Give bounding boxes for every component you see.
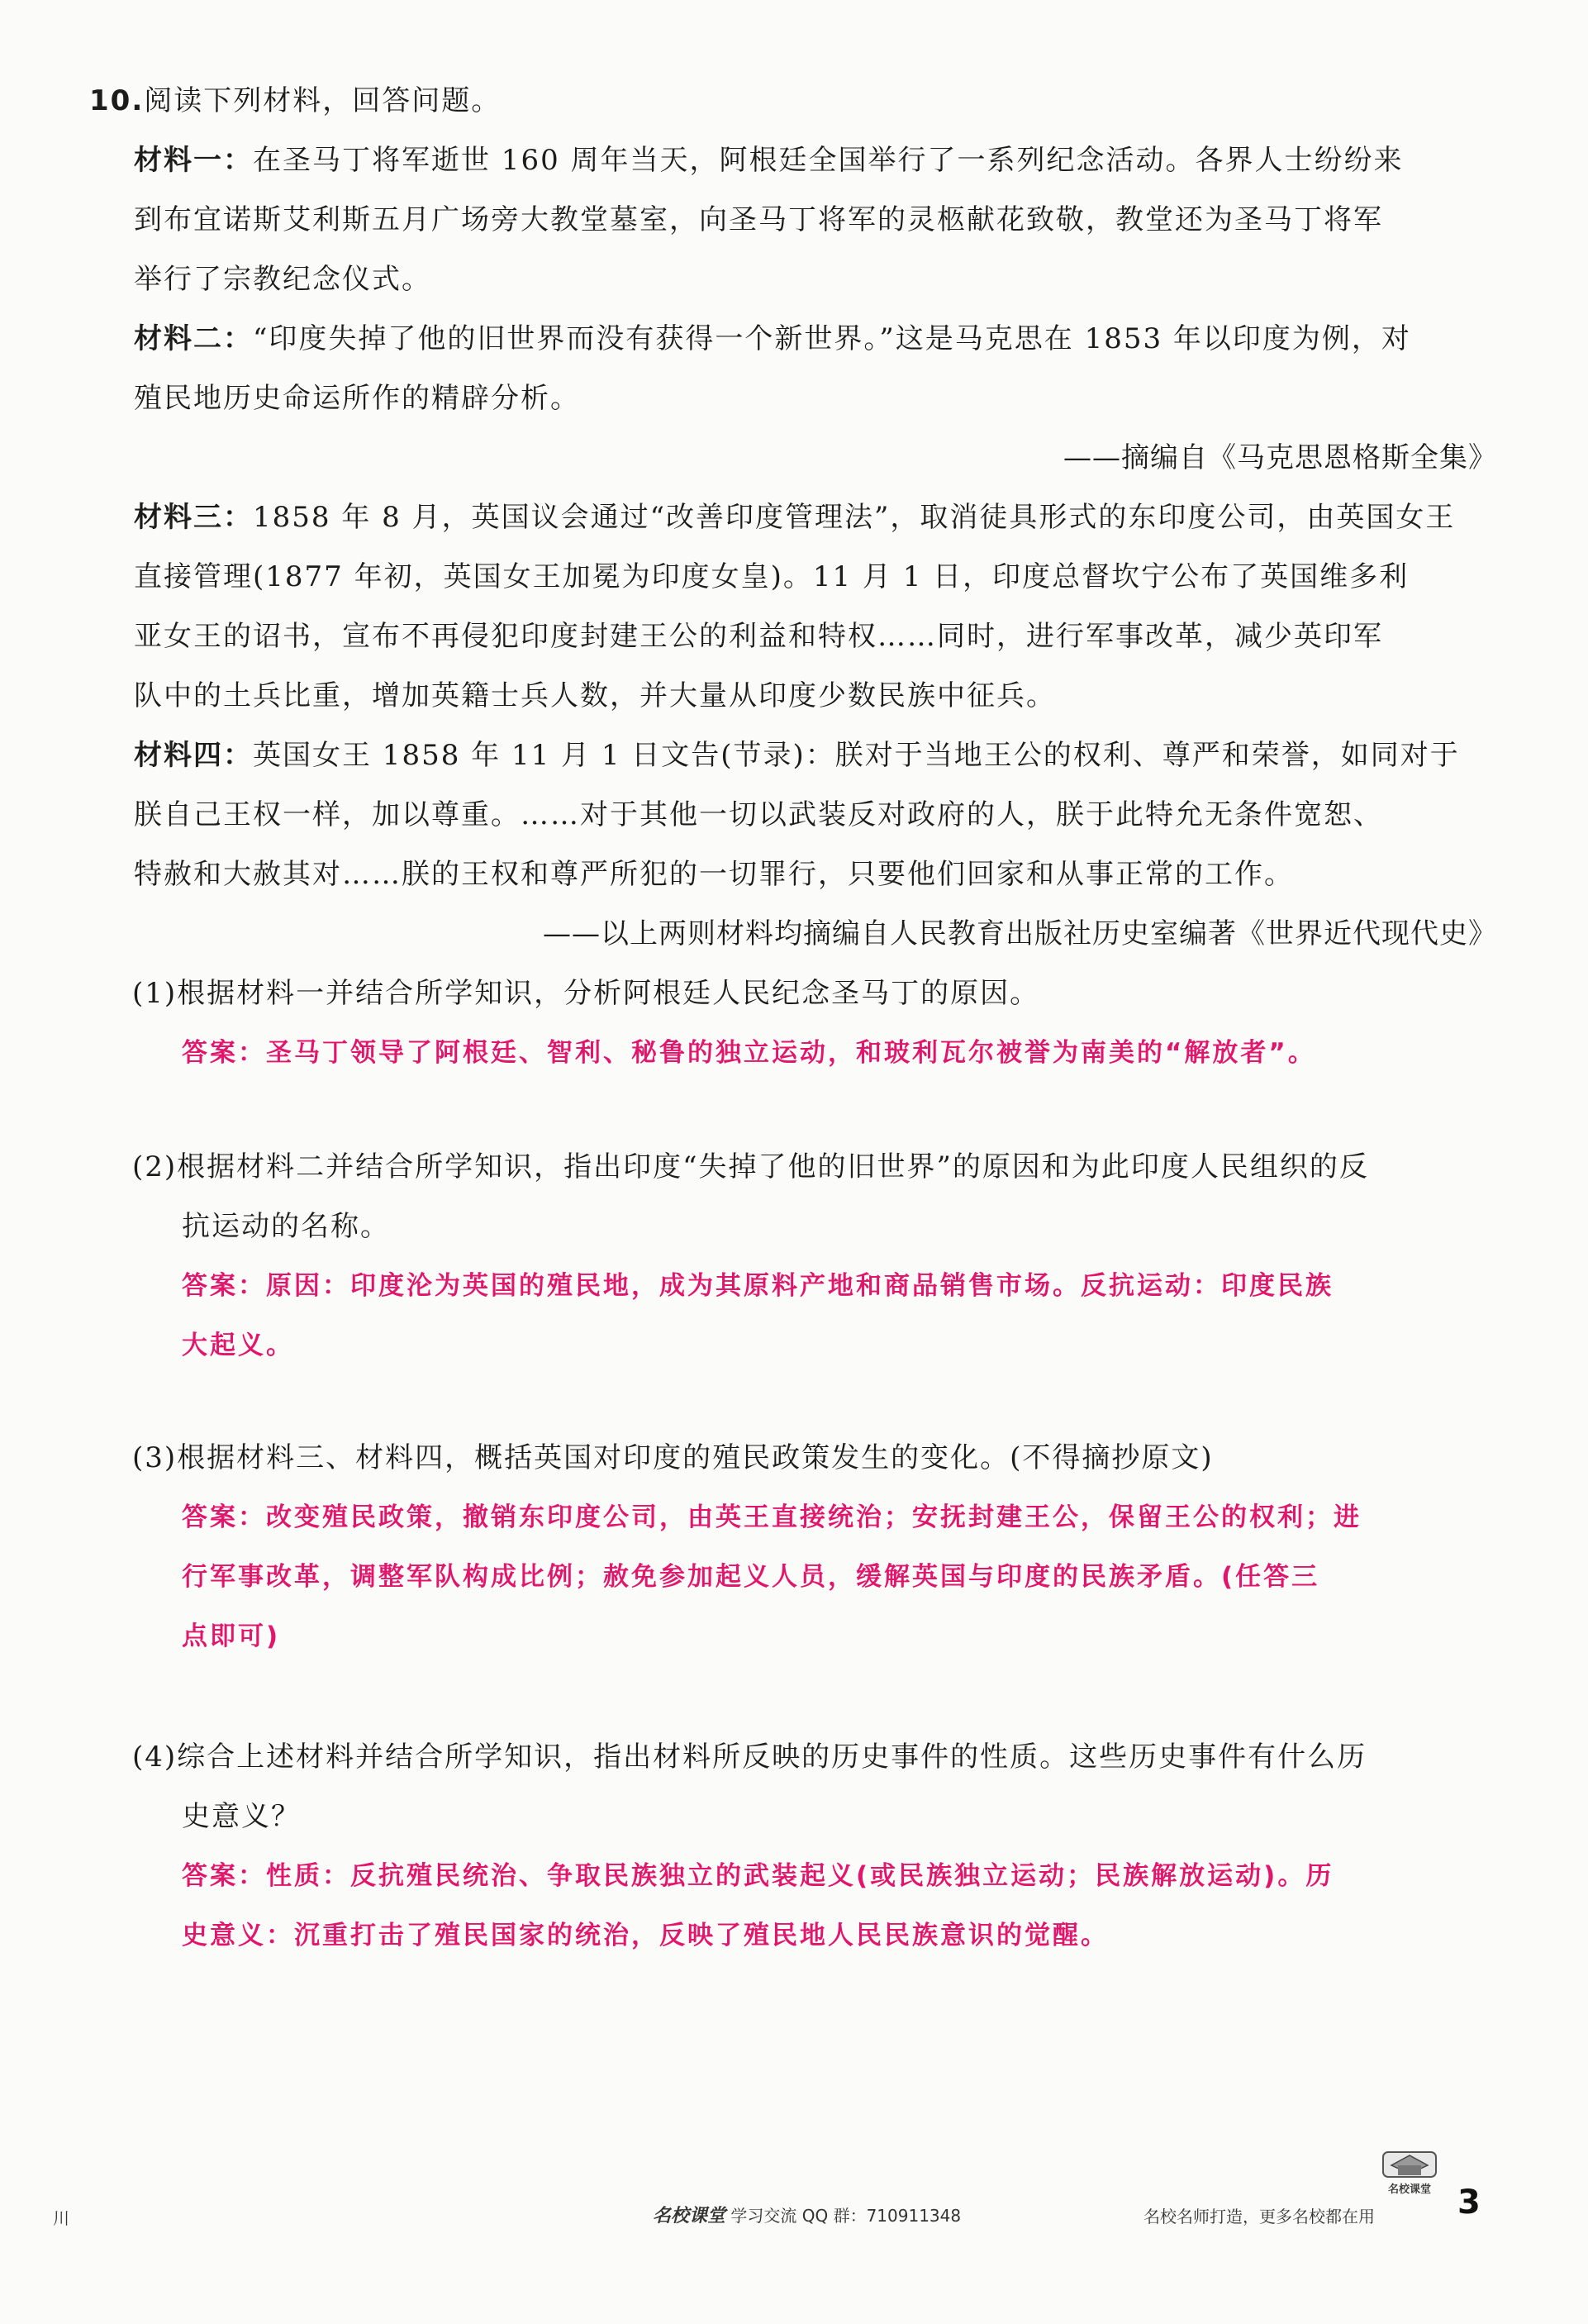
brand-logo: [1378, 2149, 1441, 2198]
answer-4-line-2: 史意义：沉重打击了殖民国家的统治，反映了殖民地人民民族意识的觉醒。: [182, 1921, 1109, 1950]
sub-question-3: (3)根据材料三、材料四，概括英国对印度的殖民政策发生的变化。(不得摘抄原文): [132, 1441, 1214, 1474]
material-1-line-2: 到布宜诺斯艾利斯五月广场旁大教堂墓室，向圣马丁将军的灵柩献花致敬，教堂还为圣马丁将军: [134, 203, 1383, 236]
sub-question-4-line-2: 史意义？: [182, 1800, 301, 1833]
answer-4-line-1: 答案：性质：反抗殖民统治、争取民族独立的武装起义(或民族独立运动；民族解放运动)。历: [182, 1861, 1334, 1891]
answer-3-line-1: 答案：改变殖民政策，撤销东印度公司，由英王直接统治；安抚封建王公，保留王公的权利；进: [182, 1503, 1362, 1532]
answer-3-line-2: 行军事改革，调整军队构成比例；赦免参加起义人员，缓解英国与印度的民族矛盾。(任答三: [182, 1562, 1320, 1592]
material-4-label: 材料四：: [134, 739, 253, 772]
material-3-line-3: 亚女王的诏书，宣布不再侵犯印度封建王公的利益和特权……同时，进行军事改革，减少英印军: [134, 620, 1383, 653]
sub-question-1: (1)根据材料一并结合所学知识，分析阿根廷人民纪念圣马丁的原因。: [132, 977, 1040, 1010]
material-2-line-1: 材料二：“印度失掉了他的旧世界而没有获得一个新世界。”这是马克思在 1853 年以印度为例，对: [134, 322, 1411, 355]
answer-2-line-1: 答案：原因：印度沦为英国的殖民地，成为其原料产地和商品销售市场。反抗运动：印度民族: [182, 1271, 1334, 1301]
material-4-line-3: 特赦和大赦其对……朕的王权和尊严所犯的一切罪行，只要他们回家和从事正常的工作。: [134, 858, 1294, 891]
material-4-source: ——以上两则材料均摘编自人民教育出版社历史室编著《世界近代现代史》: [543, 917, 1497, 950]
material-4-line-2: 朕自己王权一样，加以尊重。……对于其他一切以武装反对政府的人，朕于此特允无条件宽恕、: [134, 798, 1383, 831]
material-3-line-4: 队中的土兵比重，增加英籍士兵人数，并大量从印度少数民族中征兵。: [134, 679, 1056, 712]
sub-question-2-line-1: (2)根据材料二并结合所学知识，指出印度“失掉了他的旧世界”的原因和为此印度人民组织的反: [132, 1150, 1369, 1183]
answer-3-line-3: 点即可): [182, 1622, 281, 1651]
answer-2-line-2: 大起义。: [182, 1331, 294, 1360]
footer-region: 川: [53, 2208, 69, 2228]
material-2-label: 材料二：: [134, 322, 253, 355]
material-1-label: 材料一：: [134, 144, 253, 177]
answer-1-line-1: 答案：圣马丁领导了阿根廷、智利、秘鲁的独立运动，和玻利瓦尔被誉为南美的“解放者”。: [182, 1038, 1316, 1068]
material-2-source: ——摘编自《马克思恩格斯全集》: [1063, 441, 1497, 474]
footer-qq: 学习交流 QQ 群：710911348: [730, 2206, 962, 2226]
material-4-line-1: 材料四：英国女王 1858 年 11 月 1 日文告(节录)：朕对于当地王公的权利、尊严和荣誉，如同对于: [134, 739, 1460, 772]
footer-qq-group: [653, 2202, 961, 2227]
logo-text: 名校课堂: [1387, 2184, 1431, 2196]
footer-slogan: 名校名师打造，更多名校都在用: [1143, 2207, 1375, 2226]
sub-question-2-line-2: 抗运动的名称。: [182, 1210, 390, 1243]
material-3-line-1: 材料三：1858 年 8 月，英国议会通过“改善印度管理法”，取消徒具形式的东印度公司，由英国女王: [134, 501, 1456, 534]
question-prompt: 阅读下列材料，回答问题。: [144, 84, 502, 117]
material-1-line-3: 举行了宗教纪念仪式。: [134, 263, 431, 296]
page-number: 3: [1457, 2184, 1481, 2222]
material-2-line-2: 殖民地历史命运所作的精辟分析。: [134, 382, 580, 415]
question-header: [89, 83, 501, 119]
question-number: 10.: [89, 84, 145, 117]
material-3-line-2: 直接管理(1877 年初，英国女王加冕为印度女皇)。11 月 1 日，印度总督坎宁公布了英国维多利: [134, 560, 1410, 593]
material-1-line-1: 材料一：在圣马丁将军逝世 160 周年当天，阿根廷全国举行了一系列纪念活动。各界人士纷纷来: [134, 144, 1404, 177]
sub-question-4-line-1: (4)综合上述材料并结合所学知识，指出材料所反映的历史事件的性质。这些历史事件有什么历: [132, 1741, 1367, 1774]
material-3-label: 材料三：: [134, 501, 253, 534]
footer-brand: 名校课堂: [653, 2206, 726, 2226]
